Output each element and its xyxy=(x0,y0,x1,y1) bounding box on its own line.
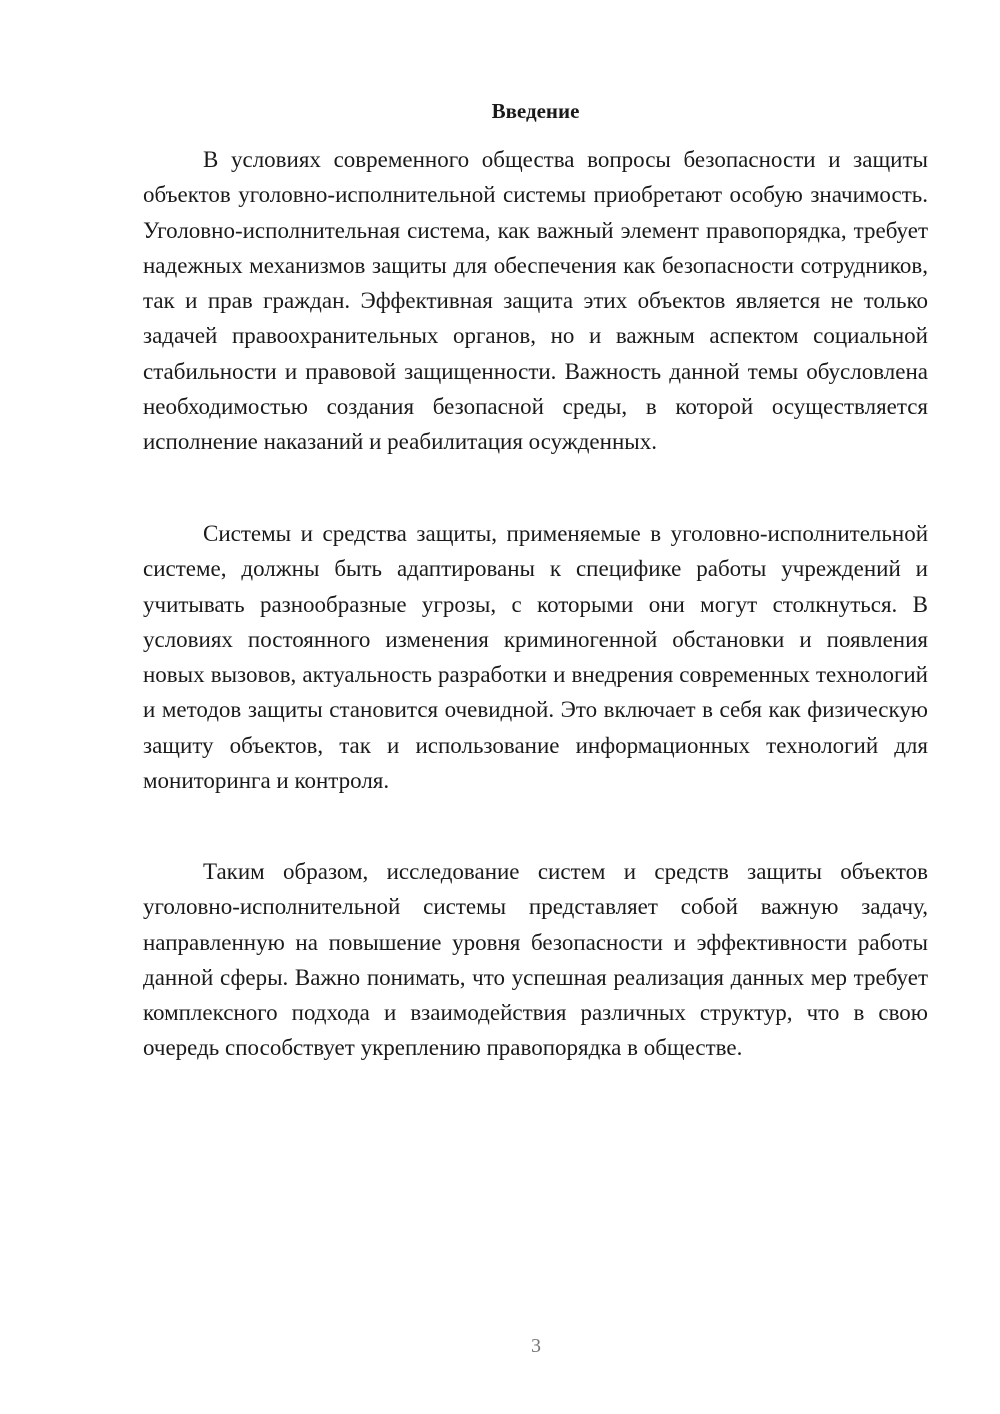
paragraph-2-block xyxy=(143,516,928,798)
paragraph-3-block xyxy=(143,854,928,1066)
page-heading: Введение xyxy=(491,99,580,123)
paragraph-3: Таким образом, исследование систем и средств защиты объектов уголовно-исполнительной системы представляет собой важную задачу, направленную на повышение уровня безопасности и эффективности работы данной сферы. Важно понимать, что успешная реализация данных мер требует комплексного подхода и взаимодействия различных структур, что в свою очередь способствует укреплению правопорядка в обществе. xyxy=(143,859,928,1061)
paragraph-1-block xyxy=(143,142,928,460)
heading-container xyxy=(143,97,928,125)
paragraph-2: Системы и средства защиты, применяемые в уголовно-исполнительной системе, должны быть адаптированы к специфике работы учреждений и учитывать разнообразные угрозы, с которыми они могут столкнуться. В условиях постоянного изменения криминогенной обстановки и появления новых вызовов, актуальность разработки и внедрения современных технологий и методов защиты становится очевидной. Это включает в себя как физическую защиту объектов, так и использование информационных технологий для мониторинга и контроля. xyxy=(143,521,928,794)
paragraph-1: В условиях современного общества вопросы безопасности и защиты объектов уголовно-исполнительной системы приобретают особую значимость. Уголовно-исполнительная система, как важный элемент правопорядка, требует надежных механизмов защиты для обеспечения как безопасности сотрудников, так и прав граждан. Эффективная защита этих объектов является не только задачей правоохранительных органов, но и важным аспектом социальной стабильности и правовой защищенности. Важность данной темы обусловлена необходимостью создания безопасной среды, в которой осуществляется исполнение наказаний и реабилитация осужденных. xyxy=(143,147,928,455)
page-number: 3 xyxy=(531,1335,541,1357)
